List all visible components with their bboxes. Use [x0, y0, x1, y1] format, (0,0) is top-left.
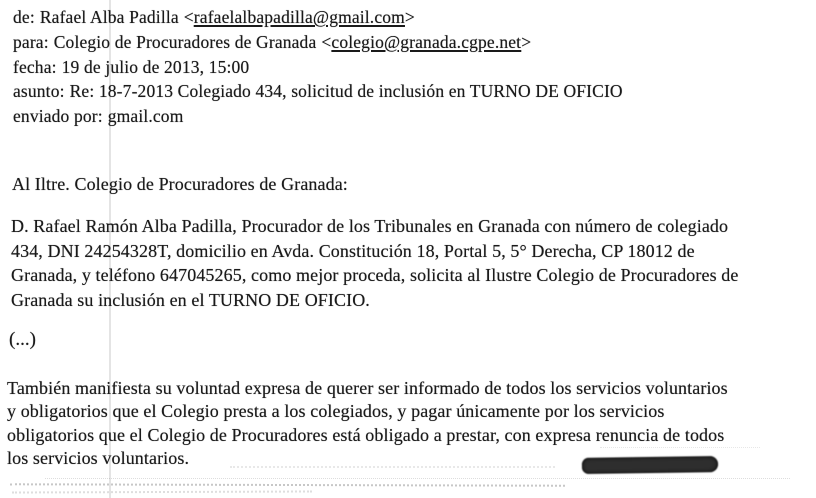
header-date-row	[13, 55, 623, 80]
paragraph-line: D. Rafael Ramón Alba Padilla, Procurador de los Tribunales en Granada con número de colegiado	[11, 216, 729, 236]
omitted-content-marker: (...)	[9, 329, 36, 350]
header-sent-by-row	[13, 104, 623, 129]
paragraph-line: También manifiesta su voluntad expresa de querer ser informado de todos los servicios voluntarios	[7, 378, 728, 398]
sent-by-value: gmail.com	[107, 106, 184, 127]
header-subject-row	[13, 79, 623, 104]
subject-value: Re: 18-7-2013 Colegiado 434, solicitud de inclusión en TURNO DE OFICIO	[69, 81, 623, 102]
paragraph-line: 434, DNI 24254328T, domicilio en Avda. Constitución 18, Portal 5, 5° Derecha, CP 18012 de	[11, 240, 695, 261]
angle-open: <	[183, 7, 194, 27]
to-label: para:	[13, 31, 49, 52]
body-paragraph-1	[11, 214, 738, 312]
scan-noise	[10, 483, 565, 486]
paragraph-line: obligatorios que el Colegio de Procuradores está obligado a prestar, con expresa renuncia de todos	[7, 424, 725, 445]
header-from-row	[13, 5, 623, 30]
paragraph-line: los servicios voluntarios.	[7, 448, 190, 469]
paragraph-line: y obligatorios que el Colegio presta a los colegiados, y pagar únicamente por los servicios	[7, 401, 665, 422]
from-label: de:	[13, 7, 35, 27]
to-name: Colegio de Procuradores de Granada	[53, 31, 317, 52]
date-value: 19 de julio de 2013, 15:00	[61, 56, 250, 77]
scan-noise	[45, 478, 790, 479]
from-email: rafaelalbapadilla@gmail.com	[193, 7, 405, 27]
paragraph-line: Granada, y teléfono 647045265, como mejor proceda, solicita al Ilustre Colegio de Procuradores de	[11, 265, 739, 286]
paragraph-line: Granada su inclusión en el TURNO DE OFICIO.	[11, 289, 370, 310]
email-header	[13, 5, 623, 129]
to-email: colegio@granada.cgpe.net	[331, 31, 522, 52]
scan-noise	[12, 490, 312, 493]
header-to-row	[13, 30, 623, 55]
subject-label: asunto:	[13, 81, 65, 102]
salutation: Al Iltre. Colegio de Procuradores de Granada:	[12, 174, 348, 194]
angle-open: <	[321, 31, 332, 52]
date-label: fecha:	[13, 56, 57, 77]
redaction-mark	[582, 456, 718, 474]
sent-by-label: enviado por:	[13, 106, 103, 127]
from-name: Rafael Alba Padilla	[39, 7, 179, 27]
angle-close: >	[404, 7, 415, 27]
angle-close: >	[521, 31, 532, 52]
